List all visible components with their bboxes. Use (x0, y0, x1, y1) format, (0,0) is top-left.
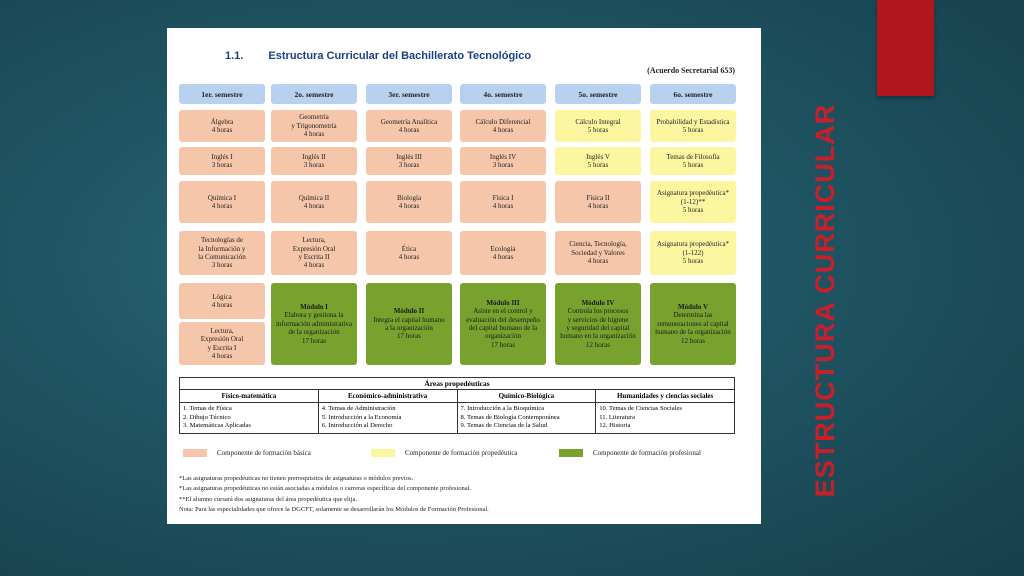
subject-line: evaluación del desempeño (466, 315, 540, 324)
hours-label: 4 horas (398, 126, 420, 134)
subject-line: Módulo II (393, 307, 425, 316)
subject-line: remuneraciones al capital (657, 319, 729, 328)
subject-line: Lógica (212, 292, 232, 301)
subject-line: Módulo I (300, 303, 328, 312)
agreement-label: (Acuerdo Secretarial 653) (647, 66, 735, 75)
area-item: 7. Introducción a la Bioquímica (460, 405, 545, 412)
subject-line: y Escrita I (207, 343, 237, 352)
subject-line: la Comunicación (198, 253, 246, 261)
hours-label: 4 horas (211, 301, 233, 309)
hours-label: 5 horas (587, 126, 609, 134)
areas-title: Áreas propedéuticas (180, 378, 734, 390)
subject-line: Álgebra (210, 117, 234, 126)
area-item: 9. Temas de Ciencias de la Salud (460, 422, 548, 430)
subject-line: Lectura, (302, 236, 326, 245)
subject-line: Módulo V (677, 303, 709, 312)
hours-label: 4 horas (211, 351, 233, 360)
semester-header: 3er. semestre (366, 84, 452, 104)
legend-swatch (183, 449, 207, 457)
hours-label: 5 horas (682, 257, 704, 266)
hours-label: 4 horas (587, 257, 609, 266)
subject-line: información administrativa (275, 319, 352, 328)
legend-swatch (559, 449, 583, 457)
subject-line: Asignatura propedéutica* (656, 240, 730, 249)
semester-header: 4o. semestre (460, 84, 546, 104)
module-cell (271, 283, 357, 365)
basic-subject-cell (179, 322, 265, 365)
legend-swatch (371, 449, 395, 457)
subject-line: Geometría (299, 113, 329, 122)
area-heading: Químico-Biológica (458, 390, 596, 403)
basic-subject-cell (179, 231, 265, 275)
subject-line: Lectura, (210, 326, 234, 335)
hours-label: 5 horas (587, 161, 609, 169)
hours-label: 3 horas (303, 161, 325, 169)
hours-label: 12 horas (586, 340, 610, 349)
document-title (225, 50, 531, 62)
hours-label: 3 horas (398, 161, 420, 169)
title-text: Estructura Curricular del Bachillerato Tecnológico (268, 50, 532, 62)
propaedeutic-areas-table (179, 377, 735, 434)
subject-line: Determina las (673, 311, 713, 320)
area-item: 4. Temas de Administración (321, 405, 396, 412)
subject-line: Cálculo Diferencial (475, 117, 531, 126)
area-item: 1. Temas de Física (183, 405, 232, 412)
subject-line: organización (484, 332, 522, 341)
subject-line: Tecnologías de (200, 236, 244, 245)
section-number: 1.1. (225, 50, 244, 62)
area-item: 5. Introducción a la Economía (321, 413, 402, 421)
hours-label: 4 horas (303, 202, 325, 210)
basic-subject-cell (460, 181, 546, 223)
hours-label: 17 horas (491, 340, 515, 349)
legend-item (183, 449, 311, 457)
legend-label: Componente de formación profesional (593, 449, 701, 457)
subject-line: Integra el capital humano (373, 315, 445, 324)
area-heading: Físico-matemática (180, 390, 318, 403)
hours-label: 3 horas (492, 161, 514, 169)
subject-line: y seguridad del capital (566, 324, 630, 332)
semester-header: 2o. semestre (271, 84, 357, 104)
curriculum-document (167, 28, 761, 524)
subject-line: humano en la organización (560, 332, 636, 341)
hours-label: 17 horas (397, 332, 421, 341)
subject-line: Expresión Oral (200, 335, 244, 344)
subject-line: Expresión Oral (292, 244, 336, 253)
area-item: 11. Literatura (599, 413, 635, 421)
slide-side-title: ESTRUCTURA CURRICULAR (810, 103, 841, 497)
subject-line: del capital humano de la (468, 324, 538, 332)
basic-subject-cell (179, 110, 265, 142)
hours-label: 5 horas (682, 206, 704, 215)
basic-subject-cell (271, 110, 357, 142)
area-items (319, 403, 457, 433)
subject-line: a la organización (385, 324, 433, 332)
subject-line: Controla los procesos (567, 307, 629, 316)
subject-line: (1-12)** (680, 197, 706, 206)
area-item: 2. Dibujo Técnico (183, 413, 231, 421)
basic-subject-cell (366, 181, 452, 223)
basic-subject-cell (179, 283, 265, 319)
area-item: 3. Matemáticas Aplicadas (183, 422, 251, 430)
subject-line: Física I (492, 193, 514, 202)
area-column (319, 390, 458, 433)
subject-line: y Trigonometría (291, 121, 337, 130)
basic-subject-cell (460, 147, 546, 175)
areas-row (180, 390, 734, 433)
hours-label: 4 horas (492, 253, 514, 261)
hours-label: 5 horas (682, 126, 704, 134)
subject-line: Asignatura propedéutica* (656, 189, 730, 198)
basic-subject-cell (271, 147, 357, 175)
area-column (596, 390, 734, 433)
area-item: 12. Historia (599, 422, 631, 430)
subject-line: Inglés II (302, 152, 326, 161)
hours-label: 4 horas (587, 202, 609, 210)
hours-label: 4 horas (303, 130, 325, 139)
subject-line: Cálculo Integral (575, 117, 621, 126)
basic-subject-cell (366, 147, 452, 175)
subject-line: la Información y (198, 244, 246, 253)
basic-subject-cell (179, 181, 265, 223)
subject-line: Química II (298, 193, 330, 202)
subject-line: Inglés I (211, 152, 233, 161)
hours-label: 3 horas (211, 161, 233, 169)
subject-line: Módulo IV (581, 298, 615, 307)
subject-line: Asiste en el control y (473, 307, 533, 316)
hours-label: 17 horas (302, 336, 326, 345)
hours-label: 4 horas (211, 202, 233, 210)
module-cell (650, 283, 736, 365)
subject-line: Ecología (490, 244, 516, 253)
area-items (596, 403, 734, 433)
subject-line: Geometría Analítica (380, 117, 438, 126)
footnote: Nota: Para las especialidades que ofrece la DGCFT, solamente se desarrollarán los Módulos de Formación Profesional. (179, 506, 489, 514)
subject-line: y Escrita II (298, 253, 330, 261)
area-heading: Económico-administrativa (319, 390, 457, 403)
basic-subject-cell (366, 110, 452, 142)
subject-line: Elabora y gestiona la (284, 311, 344, 320)
legend (179, 449, 735, 463)
module-cell (366, 283, 452, 365)
hours-label: 4 horas (492, 202, 514, 210)
basic-subject-cell (179, 147, 265, 175)
hours-label: 5 horas (682, 161, 704, 169)
subject-line: Probabilidad y Estadística (656, 117, 730, 126)
hours-label: 4 horas (398, 253, 420, 261)
area-column (458, 390, 597, 433)
accent-bar (877, 0, 934, 96)
area-items (180, 403, 318, 433)
subject-line: Temas de Filosofía (666, 152, 720, 161)
area-item: 10. Temas de Ciencias Sociales (599, 405, 682, 412)
semester-header: 1er. semestre (179, 84, 265, 104)
hours-label: 4 horas (398, 202, 420, 210)
hours-label: 4 horas (492, 126, 514, 134)
propaedeutic-subject-cell (555, 147, 641, 175)
hours-label: 4 horas (303, 261, 325, 270)
propaedeutic-subject-cell (650, 147, 736, 175)
footnote: *Las asignaturas propedéuticas no tienen prerrequisitos de asignaturas o módulos previos. (179, 475, 414, 482)
area-item: 6. Introducción al Derecho (321, 422, 393, 430)
basic-subject-cell (271, 231, 357, 275)
basic-subject-cell (555, 231, 641, 275)
hours-label: 12 horas (681, 336, 705, 345)
subject-line: Inglés IV (489, 152, 517, 161)
basic-subject-cell (271, 181, 357, 223)
area-heading: Humanidades y ciencias sociales (596, 390, 734, 403)
propaedeutic-subject-cell (650, 110, 736, 142)
subject-line: Inglés III (396, 152, 422, 161)
basic-subject-cell (460, 231, 546, 275)
subject-line: Química I (207, 193, 237, 202)
legend-item (559, 449, 701, 457)
propaedeutic-subject-cell (650, 181, 736, 223)
basic-subject-cell (555, 181, 641, 223)
basic-subject-cell (460, 110, 546, 142)
module-cell (460, 283, 546, 365)
semester-header: 6o. semestre (650, 84, 736, 104)
semester-header: 5o. semestre (555, 84, 641, 104)
vertical-title-container (806, 103, 846, 497)
subject-line: Física II (586, 193, 610, 202)
basic-subject-cell (366, 231, 452, 275)
legend-label: Componente de formación básica (217, 449, 311, 457)
subject-line: Módulo III (486, 298, 520, 307)
subject-line: Ética (401, 244, 417, 253)
area-items (458, 403, 596, 433)
footnotes (179, 474, 489, 516)
subject-line: de la organización (288, 328, 340, 337)
footnote: *Las asignaturas propedéuticas no están asociadas a módulos o carreras específicas del componente profesional. (179, 485, 472, 493)
propaedeutic-subject-cell (650, 231, 736, 275)
legend-item (371, 449, 518, 457)
legend-label: Componente de formación propedéutica (405, 449, 518, 457)
subject-line: (1-122) (682, 248, 704, 257)
footnote: **El alumno cursará dos asignaturas del área propedéutica que elija. (179, 495, 357, 503)
hours-label: 4 horas (211, 126, 233, 134)
subject-line: humano de la organización (655, 328, 731, 337)
module-cell (555, 283, 641, 365)
subject-line: Biología (396, 193, 422, 202)
subject-line: Inglés V (586, 152, 610, 161)
subject-line: y servicios de higiene (567, 315, 629, 324)
subject-line: Sociedad y Valores (571, 248, 625, 257)
hours-label: 3 horas (211, 261, 233, 270)
area-item: 8. Temas de Biología Contemporánea (460, 413, 560, 421)
subject-line: Ciencia, Tecnología, (569, 240, 627, 249)
propaedeutic-subject-cell (555, 110, 641, 142)
area-column (180, 390, 319, 433)
